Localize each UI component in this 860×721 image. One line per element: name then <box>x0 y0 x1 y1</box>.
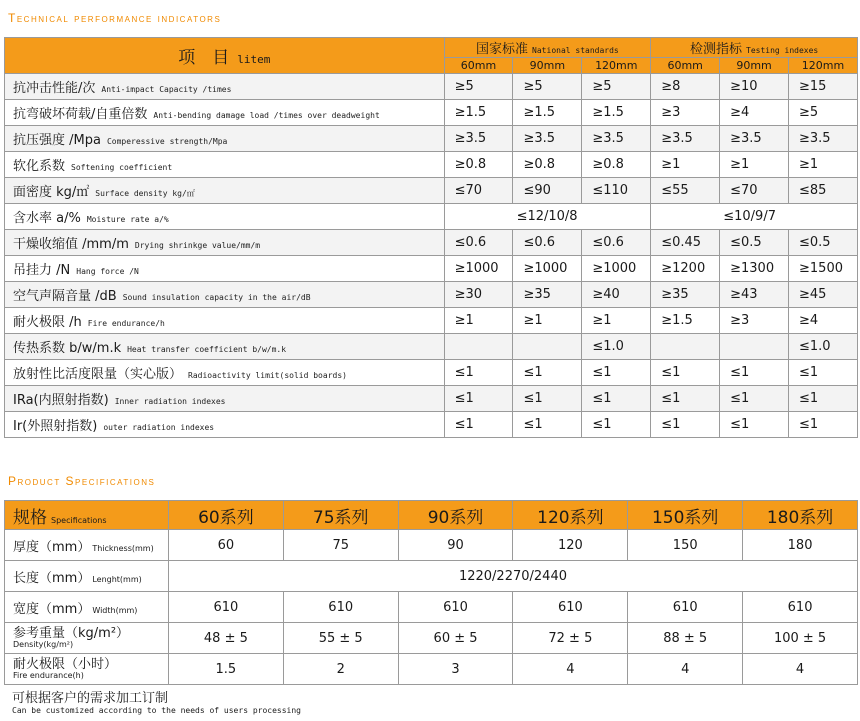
spec-row <box>5 654 858 685</box>
performance-section-title: Technical performance indicators <box>8 11 222 25</box>
value-cell <box>444 334 513 360</box>
performance-row <box>5 412 858 438</box>
row-label-zh: 传热系数 b/w/m.k <box>13 341 122 356</box>
value-cell: ≥5 <box>582 74 651 100</box>
spec-value-cell: 610 <box>513 592 628 623</box>
spec-row <box>5 592 858 623</box>
spec-value-cell: 55 ± 5 <box>283 623 398 654</box>
row-label-zh: 含水率 a/% <box>13 211 81 226</box>
spec-value-cell: 2 <box>283 654 398 685</box>
testing-indexes-header <box>651 38 858 58</box>
note-en: Can be customized according to the needs of users processing <box>12 706 301 715</box>
value-cell: ≥1 <box>651 152 720 178</box>
spec-value-cell: 75 <box>283 530 398 561</box>
national-header-zh: 国家标准 <box>476 42 529 57</box>
spec-value-cell: 150 <box>628 530 743 561</box>
performance-row <box>5 74 858 100</box>
value-cell: ≤1 <box>720 360 789 386</box>
performance-row <box>5 386 858 412</box>
value-cell: ≥40 <box>582 282 651 308</box>
value-cell: ≥1200 <box>651 256 720 282</box>
value-cell: ≤1 <box>651 386 720 412</box>
row-label-en: Sound insulation capacity in the air/dB <box>122 293 311 302</box>
row-label <box>5 334 445 360</box>
item-header-en: litem <box>237 53 271 66</box>
row-label-zh: 放射性比活度限量（实心版） <box>13 367 183 382</box>
row-label <box>5 412 445 438</box>
spec-row-label <box>5 623 169 654</box>
spec-row <box>5 530 858 561</box>
value-cell: ≥1 <box>789 152 858 178</box>
item-header <box>5 38 445 74</box>
spec-value-cell: 610 <box>398 592 513 623</box>
spec-value-cell: 610 <box>283 592 398 623</box>
value-cell: ≥4 <box>720 100 789 126</box>
row-label-en: Inner radiation indexes <box>114 397 226 406</box>
value-cell: ≤1 <box>651 360 720 386</box>
row-label-zh: 空气声隔音量 /dB <box>13 289 117 304</box>
size-header: 90mm <box>513 58 582 74</box>
row-label-en: Softening coefficient <box>71 163 173 172</box>
performance-row <box>5 230 858 256</box>
value-cell: ≥1000 <box>582 256 651 282</box>
value-cell: ≤1 <box>582 386 651 412</box>
value-cell: ≥1.5 <box>513 100 582 126</box>
value-cell: ≥1300 <box>720 256 789 282</box>
size-header: 60mm <box>444 58 513 74</box>
spec-header-en: Specifications <box>51 515 107 525</box>
value-cell: ≤0.6 <box>444 230 513 256</box>
row-label <box>5 360 445 386</box>
value-cell: ≥5 <box>444 74 513 100</box>
value-cell: ≥3.5 <box>651 126 720 152</box>
note-zh: 可根据客户的需求加工订制 <box>12 691 169 706</box>
spec-row-label-en: Fire endurance(h) <box>13 671 84 680</box>
value-cell: ≤1 <box>720 412 789 438</box>
series-header: 60系列 <box>168 501 283 530</box>
performance-row <box>5 152 858 178</box>
value-cell: ≥3.5 <box>789 126 858 152</box>
value-cell: ≤1.0 <box>582 334 651 360</box>
value-cell: ≥1 <box>444 308 513 334</box>
spec-value-cell: 4 <box>513 654 628 685</box>
value-cell: ≤1 <box>789 412 858 438</box>
value-cell: ≥3.5 <box>513 126 582 152</box>
spec-row-label-zh: 耐火极限（小时） <box>13 657 118 672</box>
value-cell: ≤1 <box>513 386 582 412</box>
value-cell: ≤0.5 <box>720 230 789 256</box>
value-cell: ≤0.45 <box>651 230 720 256</box>
row-label <box>5 256 445 282</box>
performance-row <box>5 360 858 386</box>
value-cell: ≥1000 <box>444 256 513 282</box>
performance-row <box>5 204 858 230</box>
value-cell <box>720 334 789 360</box>
spec-value-cell: 88 ± 5 <box>628 623 743 654</box>
row-label-zh: 面密度 kg/㎡ <box>13 185 90 200</box>
spec-row-label-zh: 长度（mm） <box>13 570 91 586</box>
performance-row <box>5 334 858 360</box>
row-label-en: Surface density kg/㎡ <box>95 189 195 198</box>
row-label <box>5 204 445 230</box>
spec-row-label-en: Thickness(mm) <box>92 543 154 553</box>
value-cell: ≤55 <box>651 178 720 204</box>
value-cell: ≥1.5 <box>651 308 720 334</box>
performance-row <box>5 126 858 152</box>
spec-value-cell: 3 <box>398 654 513 685</box>
spec-header-label <box>5 501 169 530</box>
value-cell: ≥1 <box>582 308 651 334</box>
row-label-en: Anti-bending damage load /times over deadweight <box>153 111 380 120</box>
value-cell: ≤0.6 <box>513 230 582 256</box>
value-cell: ≥5 <box>513 74 582 100</box>
value-cell <box>444 204 651 230</box>
spec-span-cell: 1220/2270/2440 <box>168 561 857 592</box>
spec-row-label-en: Lenght(mm) <box>92 574 142 584</box>
row-label-en: Comperessive strength/Mpa <box>106 137 228 146</box>
testing-header-en: Testing indexes <box>746 46 819 55</box>
spec-value-cell: 4 <box>628 654 743 685</box>
specifications-table <box>4 500 858 685</box>
row-label-zh: 抗冲击性能/次 <box>13 81 96 96</box>
row-label-en: Fire endurance/h <box>87 319 165 328</box>
row-label <box>5 152 445 178</box>
value-cell: ≥1.5 <box>582 100 651 126</box>
spec-value-cell: 60 <box>168 530 283 561</box>
row-label-zh: IRa(内照射指数) <box>13 393 109 408</box>
spec-value-cell: 610 <box>628 592 743 623</box>
value-cell: ≥30 <box>444 282 513 308</box>
spec-row-label <box>5 530 169 561</box>
series-header: 90系列 <box>398 501 513 530</box>
size-header: 120mm <box>582 58 651 74</box>
series-header: 120系列 <box>513 501 628 530</box>
spec-row-label <box>5 654 169 685</box>
value-cell: ≤90 <box>513 178 582 204</box>
spec-value-cell: 1.5 <box>168 654 283 685</box>
value-cell: ≤1 <box>789 360 858 386</box>
value-cell: ≥1 <box>720 152 789 178</box>
spec-row-label-en: Density(kg/m²) <box>13 640 74 649</box>
value-cell: ≥8 <box>651 74 720 100</box>
spec-value-cell: 100 ± 5 <box>743 623 858 654</box>
testing-header-zh: 检测指标 <box>689 42 742 57</box>
value-cell: ≥3.5 <box>582 126 651 152</box>
row-label <box>5 74 445 100</box>
national-standards-header <box>444 38 651 58</box>
value-cell: ≤1 <box>720 386 789 412</box>
value-cell: ≤1 <box>582 360 651 386</box>
performance-table <box>4 37 858 438</box>
specifications-section-title: Product Specifications <box>8 474 156 488</box>
spec-header-row <box>5 501 858 530</box>
spec-value-cell: 180 <box>743 530 858 561</box>
row-label <box>5 230 445 256</box>
value-cell: ≤110 <box>582 178 651 204</box>
value-cell: ≥3 <box>651 100 720 126</box>
spec-row-label-zh: 厚度（mm） <box>13 539 91 555</box>
series-header: 150系列 <box>628 501 743 530</box>
spec-value-cell: 610 <box>168 592 283 623</box>
value-cell: ≤70 <box>720 178 789 204</box>
spec-value-cell: 90 <box>398 530 513 561</box>
value-cell: ≤1 <box>444 360 513 386</box>
row-label-zh: Ir(外照射指数) <box>13 419 98 434</box>
value-cell: ≤1 <box>513 412 582 438</box>
performance-row <box>5 256 858 282</box>
row-label-zh: 软化系数 <box>13 159 66 174</box>
spec-value-cell: 60 ± 5 <box>398 623 513 654</box>
value-cell: ≥5 <box>789 100 858 126</box>
series-header: 180系列 <box>743 501 858 530</box>
spec-header-zh: 规格 <box>13 507 47 528</box>
value-cell: ≥35 <box>513 282 582 308</box>
spec-row-label-zh: 宽度（mm） <box>13 601 91 617</box>
value-cell: ≤1 <box>444 386 513 412</box>
row-label-en: Drying shrinkge value/mm/m <box>134 241 261 250</box>
row-label-zh: 吊挂力 /N <box>13 263 71 278</box>
row-label <box>5 386 445 412</box>
value-cell: ≤1 <box>513 360 582 386</box>
row-label <box>5 100 445 126</box>
spec-row <box>5 623 858 654</box>
row-label-zh: 抗弯破坏荷载/自重倍数 <box>13 107 148 122</box>
value-cell: ≥0.8 <box>444 152 513 178</box>
value-cell: ≤0.6 <box>582 230 651 256</box>
value-cell: ≤1.0 <box>789 334 858 360</box>
value-cell: ≥1500 <box>789 256 858 282</box>
value-cell <box>513 334 582 360</box>
row-label-zh: 耐火极限 /h <box>13 315 82 330</box>
performance-row <box>5 282 858 308</box>
row-label-zh: 抗压强度 /Mpa <box>13 133 101 148</box>
spec-row <box>5 561 858 592</box>
value-cell: ≥10 <box>720 74 789 100</box>
size-header: 120mm <box>789 58 858 74</box>
spec-value-cell: 610 <box>743 592 858 623</box>
spec-value-cell: 72 ± 5 <box>513 623 628 654</box>
spec-row-label-zh: 参考重量（kg/m²） <box>13 626 130 641</box>
value-cell: ≤1 <box>444 412 513 438</box>
row-label-en: Radioactivity limit(solid boards) <box>188 371 347 380</box>
row-label-zh: 干燥收缩值 /mm/m <box>13 237 129 252</box>
value-cell: ≤70 <box>444 178 513 204</box>
national-span-value: ≤12/10/8 <box>516 209 578 224</box>
row-label <box>5 126 445 152</box>
row-label-en: Hang force /N <box>76 267 139 276</box>
testing-span-value: ≤10/9/7 <box>723 209 776 224</box>
row-label <box>5 178 445 204</box>
value-cell: ≤1 <box>582 412 651 438</box>
value-cell: ≤1 <box>789 386 858 412</box>
value-cell <box>651 334 720 360</box>
spec-value-cell: 120 <box>513 530 628 561</box>
value-cell: ≤0.5 <box>789 230 858 256</box>
value-cell: ≥35 <box>651 282 720 308</box>
value-cell: ≥45 <box>789 282 858 308</box>
row-label-en: Anti-impact Capacity /times <box>101 85 232 94</box>
value-cell: ≥1.5 <box>444 100 513 126</box>
value-cell: ≥1000 <box>513 256 582 282</box>
spec-row-label <box>5 592 169 623</box>
size-header: 90mm <box>720 58 789 74</box>
row-label <box>5 308 445 334</box>
row-label-en: Moisture rate a/% <box>86 215 169 224</box>
value-cell: ≥3.5 <box>720 126 789 152</box>
row-label <box>5 282 445 308</box>
performance-row <box>5 308 858 334</box>
customization-note <box>12 692 301 715</box>
spec-value-cell: 48 ± 5 <box>168 623 283 654</box>
performance-row <box>5 178 858 204</box>
spec-row-label <box>5 561 169 592</box>
value-cell: ≥0.8 <box>582 152 651 178</box>
national-header-en: National standards <box>532 46 619 55</box>
value-cell: ≥3.5 <box>444 126 513 152</box>
performance-row <box>5 100 858 126</box>
size-header: 60mm <box>651 58 720 74</box>
value-cell: ≤85 <box>789 178 858 204</box>
spec-row-label-en: Width(mm) <box>92 605 138 615</box>
value-cell: ≥3 <box>720 308 789 334</box>
value-cell: ≥15 <box>789 74 858 100</box>
row-label-en: outer radiation indexes <box>103 423 215 432</box>
value-cell: ≥1 <box>513 308 582 334</box>
series-header: 75系列 <box>283 501 398 530</box>
spec-value-cell: 4 <box>743 654 858 685</box>
value-cell <box>651 204 858 230</box>
value-cell: ≥0.8 <box>513 152 582 178</box>
row-label-en: Heat transfer coefficient b/w/m.k <box>127 345 287 354</box>
value-cell: ≤1 <box>651 412 720 438</box>
item-header-zh: 项 目 <box>178 48 230 68</box>
value-cell: ≥4 <box>789 308 858 334</box>
value-cell: ≥43 <box>720 282 789 308</box>
